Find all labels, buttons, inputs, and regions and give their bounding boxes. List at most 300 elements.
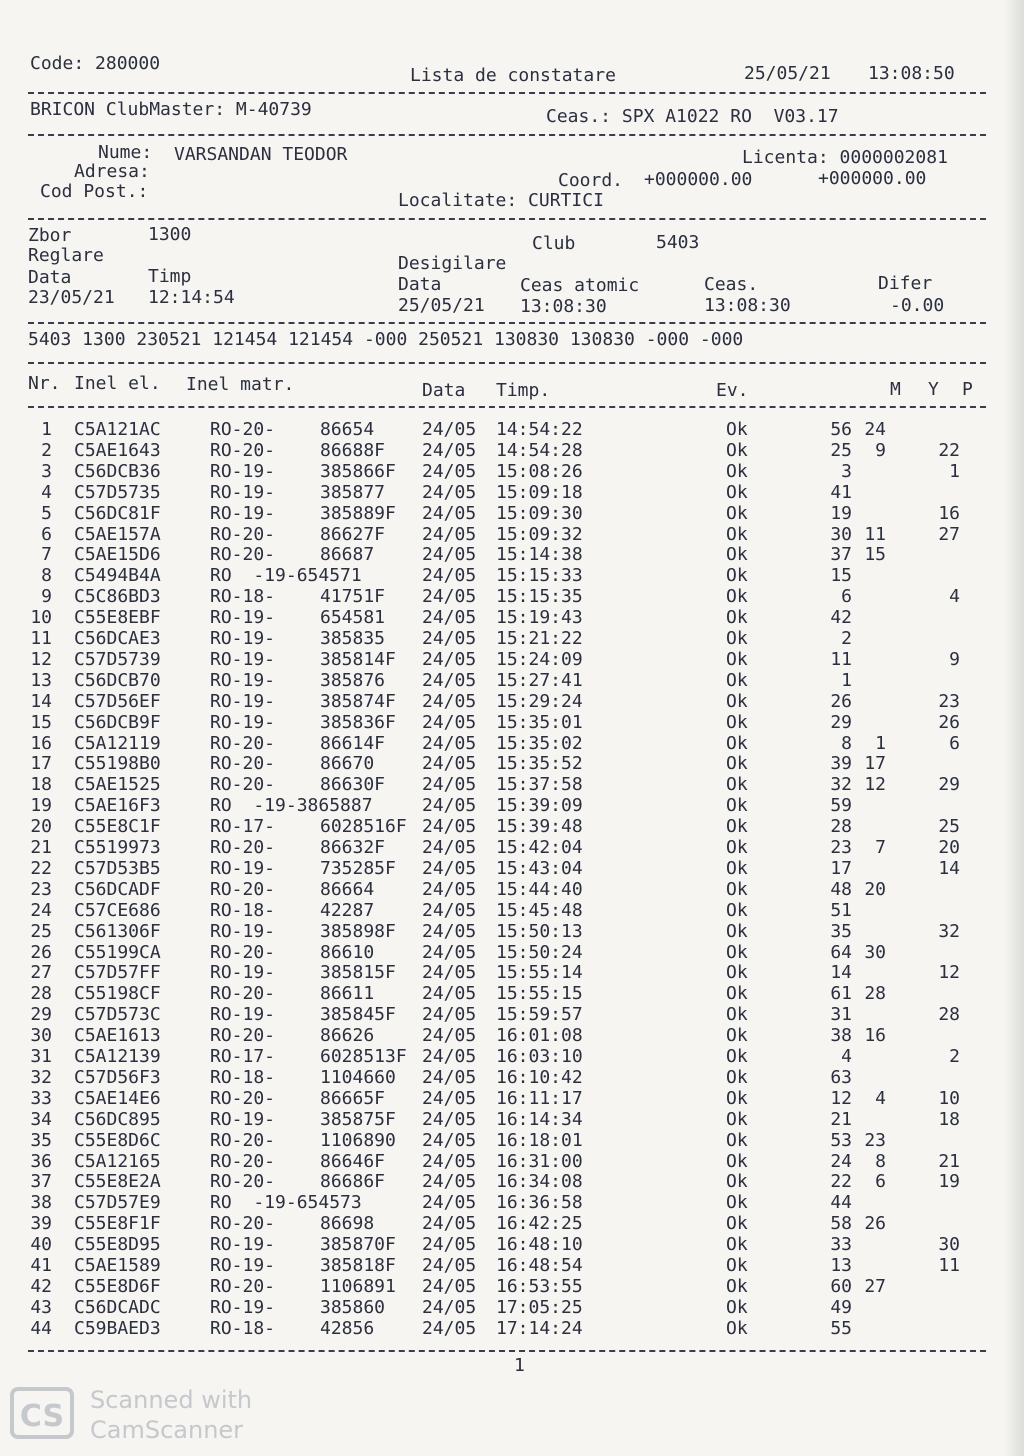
coord-label: Coord. [558, 170, 624, 191]
cell-ev: Ok [726, 439, 748, 461]
cell-date: 24/05 [422, 586, 477, 608]
cell-el: C5AE157A [74, 523, 161, 545]
cell-time: 15:55:15 [496, 983, 583, 1005]
cell-el: C56DCADF [74, 878, 161, 900]
cell-m: 4 [841, 1046, 852, 1067]
cell-time: 15:39:48 [496, 816, 583, 838]
cell-pre: RO-20- [210, 1275, 276, 1297]
document-title: Lista de constatare [410, 65, 616, 86]
cell-y: 24 [864, 419, 886, 440]
cell-el: C5AE15D6 [74, 544, 161, 566]
cell-ev: Ok [726, 544, 748, 566]
cell-m: 56 [830, 419, 852, 440]
cell-ev: Ok [726, 857, 748, 879]
cell-ev: Ok [726, 1150, 748, 1172]
cell-el: C56DCAE3 [74, 628, 161, 649]
cell-date: 24/05 [422, 565, 477, 587]
cell-y: 17 [864, 753, 886, 775]
cell-nr: 43 [30, 1296, 52, 1318]
cell-time: 16:53:55 [496, 1275, 583, 1297]
cell-m: 8 [841, 732, 852, 754]
cell-m: 48 [830, 878, 852, 900]
cell-time: 15:39:09 [496, 795, 583, 817]
cell-el: C55E8D95 [74, 1234, 161, 1256]
cell-pre: RO-20- [210, 1150, 276, 1172]
cell-y: 12 [864, 774, 886, 796]
cell-ev: Ok [726, 711, 748, 733]
reglare-date: 23/05/21 [28, 287, 115, 308]
divider [28, 218, 986, 220]
cell-el: C56DCADC [74, 1296, 161, 1318]
cell-nr: 44 [30, 1317, 52, 1339]
cell-ring: 385870F [320, 1234, 396, 1256]
cell-nr: 15 [30, 711, 52, 733]
cell-m: 55 [830, 1317, 852, 1339]
cell-nr: 10 [30, 607, 52, 629]
cell-pre: RO-17- [210, 816, 276, 838]
cell-m: 26 [830, 690, 852, 712]
cell-pre: RO-20- [210, 1087, 276, 1109]
col-inel-el: Inel el. [74, 373, 161, 394]
divider [28, 362, 986, 364]
cell-pre: RO-20- [210, 523, 276, 545]
cell-nr: 22 [30, 857, 52, 879]
cell-pre: RO-20- [210, 544, 276, 566]
cell-el: C5A12139 [74, 1046, 161, 1067]
cell-ring: 42287 [320, 899, 375, 921]
cell-m: 15 [830, 565, 852, 587]
code-summary-line: 5403 1300 230521 121454 121454 -000 250521 130830 130830 -000 -000 [28, 329, 744, 350]
cell-nr: 3 [41, 460, 52, 482]
club-value: 5403 [656, 232, 700, 253]
cell-el: C56DC895 [74, 1108, 161, 1130]
cell-m: 17 [830, 857, 852, 879]
cell-y: 7 [875, 837, 886, 858]
cell-pre: RO-18- [210, 899, 276, 921]
cell-date: 24/05 [422, 1004, 477, 1026]
cell-ring: 385866F [320, 460, 396, 482]
clock-id: Ceas.: SPX A1022 RO V03.17 [546, 106, 839, 127]
cell-pre: RO-19- [210, 607, 276, 629]
cell-ev: Ok [726, 1234, 748, 1256]
cell-time: 15:43:04 [496, 857, 583, 879]
cell-ring: 735285F [320, 857, 396, 879]
cell-el: C56DC81F [74, 502, 161, 524]
cell-el: C55E8D6C [74, 1129, 161, 1151]
cell-y: 27 [864, 1275, 886, 1297]
cell-y: 6 [875, 1171, 886, 1193]
cell-time: 15:44:40 [496, 878, 583, 900]
cell-p: 28 [938, 1004, 960, 1026]
cell-date: 24/05 [422, 857, 477, 879]
scanner-watermark [8, 1385, 268, 1445]
cell-pre: RO-18- [210, 1317, 276, 1339]
cell-date: 24/05 [422, 1213, 477, 1235]
cell-ring: 86654 [320, 419, 375, 440]
camscanner-logo: CS [10, 1387, 74, 1439]
cell-time: 14:54:22 [496, 419, 583, 440]
cell-ring: 86630F [320, 774, 386, 796]
cell-p: 21 [938, 1150, 960, 1172]
cell-m: 6 [841, 586, 852, 608]
cell-ring: 86687 [320, 544, 375, 566]
cell-nr: 42 [30, 1275, 52, 1297]
cell-date: 24/05 [422, 419, 477, 440]
desigilare-label: Desigilare [398, 253, 507, 274]
cell-ev: Ok [726, 899, 748, 921]
cell-el: C57D57FF [74, 962, 161, 984]
cell-ring: 86614F [320, 732, 386, 754]
cell-date: 24/05 [422, 1192, 477, 1214]
cell-el: C57D5735 [74, 481, 161, 503]
cell-pre: RO -19-3865887 [210, 795, 373, 817]
cell-time: 17:05:25 [496, 1296, 583, 1318]
cell-el: C56DCB9F [74, 711, 161, 733]
cell-nr: 40 [30, 1234, 52, 1256]
cell-el: C57D57E9 [74, 1192, 161, 1214]
cell-y: 26 [864, 1213, 886, 1235]
cell-p: 25 [938, 816, 960, 838]
cell-nr: 2 [41, 439, 52, 461]
cell-m: 61 [830, 983, 852, 1005]
desig-date-label: Data [398, 274, 442, 295]
cell-pre: RO-18- [210, 1066, 276, 1088]
cell-date: 24/05 [422, 669, 477, 691]
cell-nr: 27 [30, 962, 52, 984]
cell-ring: 86610 [320, 941, 375, 963]
cell-m: 33 [830, 1234, 852, 1256]
cell-y: 4 [875, 1087, 886, 1109]
cell-pre: RO -19-654573 [210, 1192, 362, 1214]
cell-m: 37 [830, 544, 852, 566]
cell-ring: 86688F [320, 439, 386, 461]
cell-time: 17:14:24 [496, 1317, 583, 1339]
cell-pre: RO-19- [210, 711, 276, 733]
cell-ev: Ok [726, 648, 748, 670]
cell-el: C55E8C1F [74, 816, 161, 838]
cell-p: 4 [949, 586, 960, 608]
cell-p: 12 [938, 962, 960, 984]
cell-ev: Ok [726, 1046, 748, 1067]
cell-time: 15:35:02 [496, 732, 583, 754]
cell-nr: 35 [30, 1129, 52, 1151]
device-id: BRICON ClubMaster: M-40739 [30, 99, 312, 120]
cell-m: 11 [830, 648, 852, 670]
cell-time: 15:09:18 [496, 481, 583, 503]
cell-time: 15:24:09 [496, 648, 583, 670]
cell-p: 11 [938, 1255, 960, 1276]
cell-y: 16 [864, 1025, 886, 1047]
cell-ring: 385877 [320, 481, 386, 503]
cell-date: 24/05 [422, 1087, 477, 1109]
cell-m: 13 [830, 1255, 852, 1276]
col-m: M [890, 379, 901, 400]
cell-p: 30 [938, 1234, 960, 1256]
print-date: 25/05/21 [744, 63, 831, 84]
cell-m: 64 [830, 941, 852, 963]
cell-el: C5AE14E6 [74, 1087, 161, 1109]
cell-pre: RO-20- [210, 941, 276, 963]
cell-ring: 86665F [320, 1087, 386, 1109]
cell-time: 15:09:30 [496, 502, 583, 524]
cell-ev: Ok [726, 837, 748, 858]
cell-date: 24/05 [422, 439, 477, 461]
cell-ev: Ok [726, 502, 748, 524]
cell-date: 24/05 [422, 837, 477, 858]
cell-el: C55198B0 [74, 753, 161, 775]
zbor-value: 1300 [148, 224, 192, 245]
cell-time: 15:29:24 [496, 690, 583, 712]
cell-ev: Ok [726, 1129, 748, 1151]
owner-name: VARSANDAN TEODOR [174, 144, 348, 165]
cell-ev: Ok [726, 1004, 748, 1026]
cell-ev: Ok [726, 565, 748, 587]
cell-nr: 20 [30, 816, 52, 838]
cell-ring: 86611 [320, 983, 375, 1005]
cell-ring: 385818F [320, 1255, 396, 1276]
cell-date: 24/05 [422, 1046, 477, 1067]
cell-time: 15:42:04 [496, 837, 583, 858]
cell-el: C5AE1525 [74, 774, 161, 796]
cell-m: 1 [841, 669, 852, 691]
clock-label: Ceas. [704, 274, 759, 295]
divider [28, 1350, 986, 1352]
col-ev: Ev. [716, 380, 749, 401]
coord-x: +000000.00 [644, 169, 753, 190]
cell-el: C55198CF [74, 983, 161, 1005]
cell-date: 24/05 [422, 920, 477, 942]
cell-ev: Ok [726, 419, 748, 440]
cell-nr: 36 [30, 1150, 52, 1172]
cell-nr: 39 [30, 1213, 52, 1235]
code-label: Code: 280000 [30, 53, 161, 74]
cell-nr: 13 [30, 669, 52, 691]
cell-ev: Ok [726, 732, 748, 754]
cell-nr: 38 [30, 1192, 52, 1214]
cell-p: 18 [938, 1108, 960, 1130]
cell-time: 15:35:52 [496, 753, 583, 775]
cell-date: 24/05 [422, 1255, 477, 1276]
cell-nr: 30 [30, 1025, 52, 1047]
cell-ev: Ok [726, 920, 748, 942]
cell-el: C57D53B5 [74, 857, 161, 879]
cell-time: 16:31:00 [496, 1150, 583, 1172]
cell-pre: RO-20- [210, 1025, 276, 1047]
cell-pre: RO-19- [210, 669, 276, 691]
cell-date: 24/05 [422, 1317, 477, 1339]
cell-ring: 385874F [320, 690, 396, 712]
cell-pre: RO-19- [210, 1255, 276, 1276]
address-label: Adresa: [74, 161, 150, 182]
atomic-time: 13:08:30 [520, 296, 607, 317]
cell-date: 24/05 [422, 774, 477, 796]
cell-nr: 4 [41, 481, 52, 503]
cell-nr: 21 [30, 837, 52, 858]
cell-ring: 385889F [320, 502, 396, 524]
cell-m: 44 [830, 1192, 852, 1214]
cell-el: C56DCB70 [74, 669, 161, 691]
cell-ev: Ok [726, 774, 748, 796]
cell-ring: 42856 [320, 1317, 375, 1339]
cell-time: 15:21:22 [496, 628, 583, 649]
cell-pre: RO-19- [210, 502, 276, 524]
cell-m: 35 [830, 920, 852, 942]
cell-ring: 86664 [320, 878, 375, 900]
cell-el: C5A12119 [74, 732, 161, 754]
cell-date: 24/05 [422, 628, 477, 649]
cell-pre: RO-19- [210, 962, 276, 984]
club-label: Club [532, 233, 576, 254]
cell-time: 15:15:33 [496, 565, 583, 587]
cell-time: 16:11:17 [496, 1087, 583, 1109]
cell-time: 15:35:01 [496, 711, 583, 733]
cell-pre: RO-20- [210, 1129, 276, 1151]
cell-time: 15:19:43 [496, 607, 583, 629]
cell-date: 24/05 [422, 1066, 477, 1088]
scanner-text [90, 1385, 252, 1445]
cell-nr: 6 [41, 523, 52, 545]
cell-p: 29 [938, 774, 960, 796]
cell-el: C55E8F1F [74, 1213, 161, 1235]
page-edge-shadow [1004, 0, 1024, 1456]
cell-ring: 86626 [320, 1025, 375, 1047]
cell-time: 15:37:58 [496, 774, 583, 796]
cell-date: 24/05 [422, 983, 477, 1005]
cell-ev: Ok [726, 1066, 748, 1088]
cell-m: 2 [841, 628, 852, 649]
cell-p: 26 [938, 711, 960, 733]
print-time: 13:08:50 [868, 63, 955, 84]
cell-pre: RO-20- [210, 732, 276, 754]
cell-p: 2 [949, 1046, 960, 1067]
cell-p: 14 [938, 857, 960, 879]
cell-ev: Ok [726, 1296, 748, 1318]
cell-nr: 41 [30, 1255, 52, 1276]
cell-nr: 28 [30, 983, 52, 1005]
cell-ring: 385875F [320, 1108, 396, 1130]
cell-el: C5A12165 [74, 1150, 161, 1172]
cell-ring: 6028513F [320, 1046, 407, 1067]
cell-pre: RO-20- [210, 753, 276, 775]
cell-ev: Ok [726, 962, 748, 984]
cell-time: 16:03:10 [496, 1046, 583, 1067]
cell-pre: RO-19- [210, 628, 276, 649]
name-label: Nume: [98, 142, 153, 163]
cell-p: 23 [938, 690, 960, 712]
cell-m: 41 [830, 481, 852, 503]
cell-pre: RO-19- [210, 690, 276, 712]
cell-nr: 25 [30, 920, 52, 942]
cell-p: 6 [949, 732, 960, 754]
divider [28, 322, 986, 324]
cell-ev: Ok [726, 1108, 748, 1130]
cell-y: 11 [864, 523, 886, 545]
cell-ring: 1106891 [320, 1275, 396, 1297]
cell-ev: Ok [726, 1275, 748, 1297]
cell-date: 24/05 [422, 816, 477, 838]
cell-ring: 41751F [320, 586, 386, 608]
cell-time: 16:01:08 [496, 1025, 583, 1047]
cell-ring: 385845F [320, 1004, 396, 1026]
divider [28, 406, 986, 408]
cell-ev: Ok [726, 983, 748, 1005]
cell-el: C57D573C [74, 1004, 161, 1026]
cell-nr: 29 [30, 1004, 52, 1026]
cell-ring: 1106890 [320, 1129, 396, 1151]
cell-ring: 385836F [320, 711, 396, 733]
cell-el: C5AE1589 [74, 1255, 161, 1276]
cell-ring: 385835 [320, 628, 386, 649]
cell-y: 15 [864, 544, 886, 566]
cell-nr: 16 [30, 732, 52, 754]
cell-y: 8 [875, 1150, 886, 1172]
cell-y: 30 [864, 941, 886, 963]
cell-el: C55E8E2A [74, 1171, 161, 1193]
locality: Localitate: CURTICI [398, 190, 604, 211]
cell-p: 10 [938, 1087, 960, 1109]
cell-ring: 86632F [320, 837, 386, 858]
cell-p: 27 [938, 523, 960, 545]
cell-m: 49 [830, 1296, 852, 1318]
cell-el: C55199CA [74, 941, 161, 963]
cell-nr: 1 [41, 419, 52, 440]
cell-time: 16:42:25 [496, 1213, 583, 1235]
cell-date: 24/05 [422, 878, 477, 900]
cell-pre: RO-19- [210, 857, 276, 879]
cell-m: 30 [830, 523, 852, 545]
cell-nr: 23 [30, 878, 52, 900]
cell-date: 24/05 [422, 1129, 477, 1151]
cell-ev: Ok [726, 1171, 748, 1193]
cell-pre: RO-19- [210, 1004, 276, 1026]
cell-ring: 86698 [320, 1213, 375, 1235]
cell-p: 32 [938, 920, 960, 942]
col-inel-matr: Inel matr. [186, 374, 295, 395]
cell-time: 15:27:41 [496, 669, 583, 691]
cell-nr: 24 [30, 899, 52, 921]
cell-time: 15:08:26 [496, 460, 583, 482]
cell-ev: Ok [726, 523, 748, 545]
cell-m: 63 [830, 1066, 852, 1088]
clock-time: 13:08:30 [704, 295, 791, 316]
cell-time: 15:09:32 [496, 523, 583, 545]
divider [28, 92, 986, 94]
cell-date: 24/05 [422, 962, 477, 984]
cell-el: C5AE1643 [74, 439, 161, 461]
cell-m: 19 [830, 502, 852, 524]
col-nr: Nr. [28, 373, 61, 394]
cell-m: 58 [830, 1213, 852, 1235]
cell-ring: 86670 [320, 753, 375, 775]
cell-m: 42 [830, 607, 852, 629]
cell-m: 3 [841, 460, 852, 482]
cell-date: 24/05 [422, 1025, 477, 1047]
atomic-clock-label: Ceas atomic [520, 275, 640, 296]
cell-el: C59BAED3 [74, 1317, 161, 1339]
cell-ring: 86627F [320, 523, 386, 545]
cell-el: C55E8D6F [74, 1275, 161, 1297]
cell-time: 16:48:10 [496, 1234, 583, 1256]
cell-time: 15:55:14 [496, 962, 583, 984]
cell-time: 15:15:35 [496, 586, 583, 608]
cell-p: 20 [938, 837, 960, 858]
cell-nr: 8 [41, 565, 52, 587]
cell-nr: 32 [30, 1066, 52, 1088]
cell-el: C5519973 [74, 837, 161, 858]
cell-pre: RO-20- [210, 983, 276, 1005]
cell-date: 24/05 [422, 732, 477, 754]
cell-ring: 86646F [320, 1150, 386, 1172]
